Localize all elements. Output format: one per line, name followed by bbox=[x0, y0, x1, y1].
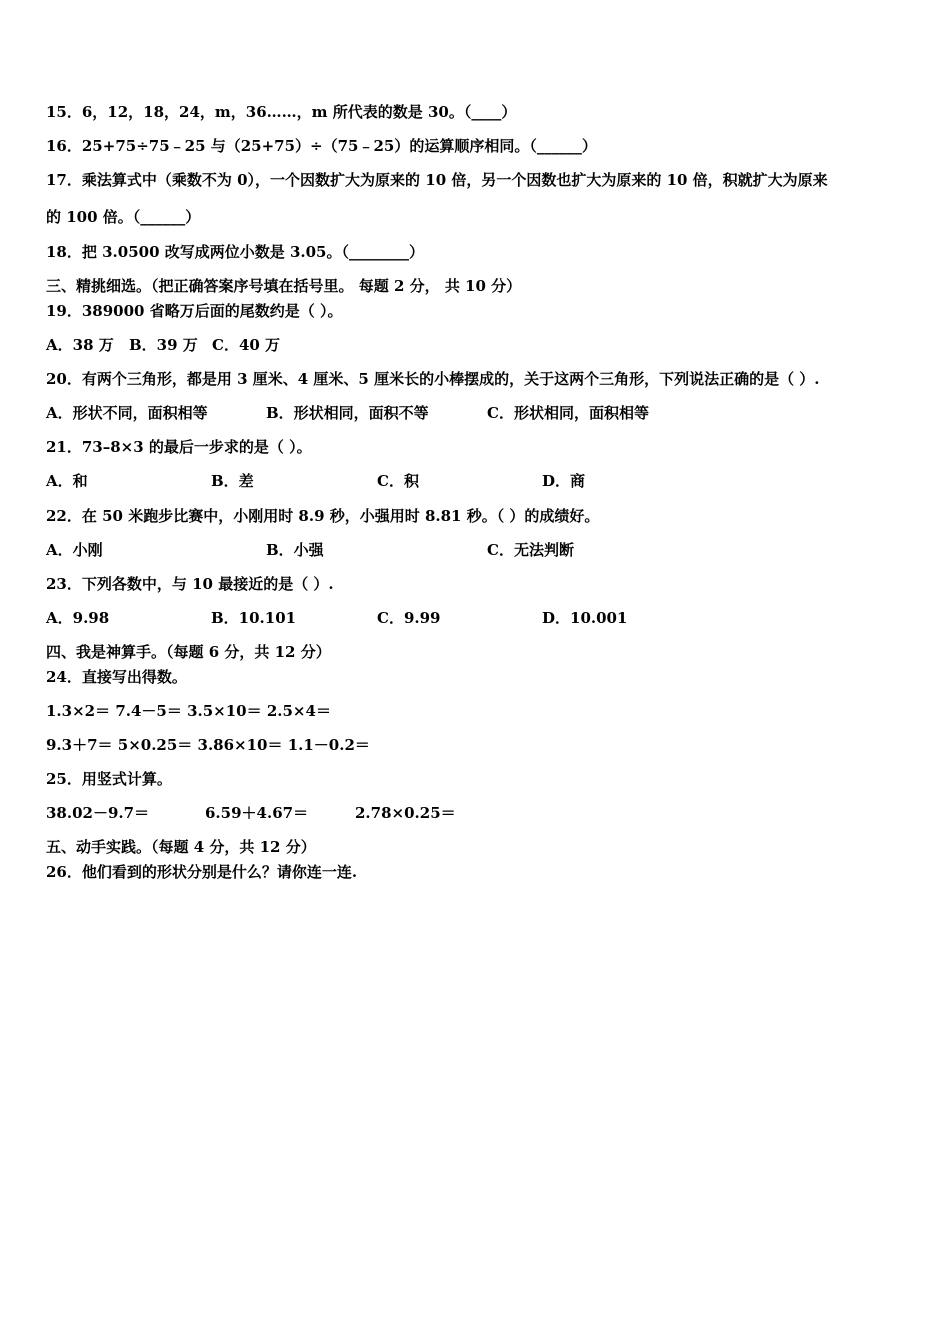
q20-option-a: A．形状不同，面积相等 bbox=[46, 404, 208, 422]
q23-option-c: C．9.99 bbox=[377, 609, 441, 627]
question-21: 21．73–8×3 的最后一步求的是（ ）。 bbox=[46, 438, 312, 456]
question-19: 19．389000 省略万后面的尾数约是（ ）。 bbox=[46, 302, 343, 320]
q22-option-a: A．小刚 bbox=[46, 541, 103, 559]
q22-option-b: B．小强 bbox=[266, 541, 324, 559]
question-20: 20．有两个三角形，都是用 3 厘米、4 厘米、5 厘米长的小棒摆成的，关于这两个三角形，下列说法正确的是（ ）. bbox=[46, 370, 820, 388]
q23-option-d: D．10.001 bbox=[542, 609, 628, 627]
section-5-title: 五、动手实践。（每题 4 分，共 12 分） bbox=[46, 838, 316, 856]
q19-option-b: B．39 万 bbox=[129, 336, 198, 354]
q21-option-d: D．商 bbox=[542, 472, 586, 490]
question-17-line2: 的 100 倍。（______） bbox=[46, 208, 201, 226]
question-18: 18．把 3.0500 改写成两位小数是 3.05。（________） bbox=[46, 243, 424, 261]
q22-option-c: C．无法判断 bbox=[487, 541, 574, 559]
q21-option-a: A．和 bbox=[46, 472, 88, 490]
question-15: 15．6，12，18，24，m，36……，m 所代表的数是 30。（____） bbox=[46, 103, 517, 121]
q21-option-b: B．差 bbox=[211, 472, 254, 490]
question-24: 24．直接写出得数。 bbox=[46, 668, 187, 686]
q23-option-a: A．9.98 bbox=[46, 609, 110, 627]
q19-option-c: C．40 万 bbox=[212, 336, 281, 354]
question-26: 26．他们看到的形状分别是什么？请你连一连. bbox=[46, 863, 358, 881]
q25-item-3: 2.78×0.25＝ bbox=[355, 804, 456, 822]
q21-option-c: C．积 bbox=[377, 472, 419, 490]
q19-option-a: A．38 万 bbox=[46, 336, 114, 354]
q25-item-2: 6.59＋4.67＝ bbox=[205, 804, 309, 822]
section-4-title: 四、我是神算手。（每题 6 分，共 12 分） bbox=[46, 643, 331, 661]
question-23: 23．下列各数中，与 10 最接近的是（ ）. bbox=[46, 575, 334, 593]
q23-option-b: B．10.101 bbox=[211, 609, 297, 627]
question-16: 16．25+75÷75﹣25 与（25+75）÷（75﹣25）的运算顺序相同。（______） bbox=[46, 137, 597, 155]
question-25: 25．用竖式计算。 bbox=[46, 770, 172, 788]
section-3-title: 三、精挑细选。（把正确答案序号填在括号里。 每题 2 分， 共 10 分） bbox=[46, 277, 522, 295]
q20-option-c: C．形状相同，面积相等 bbox=[487, 404, 649, 422]
q24-row-2: 9.3＋7＝ 5×0.25＝ 3.86×10＝ 1.1－0.2＝ bbox=[46, 736, 370, 754]
q20-option-b: B．形状相同，面积不等 bbox=[266, 404, 429, 422]
question-22: 22．在 50 米跑步比赛中，小刚用时 8.9 秒，小强用时 8.81 秒。（ ）的成绩好。 bbox=[46, 507, 600, 525]
question-17-line1: 17．乘法算式中（乘数不为 0），一个因数扩大为原来的 10 倍，另一个因数也扩大为原来的 10 倍，积就扩大为原来 bbox=[46, 171, 828, 189]
q25-item-1: 38.02－9.7＝ bbox=[46, 804, 150, 822]
q24-row-1: 1.3×2＝ 7.4－5＝ 3.5×10＝ 2.5×4＝ bbox=[46, 702, 331, 720]
